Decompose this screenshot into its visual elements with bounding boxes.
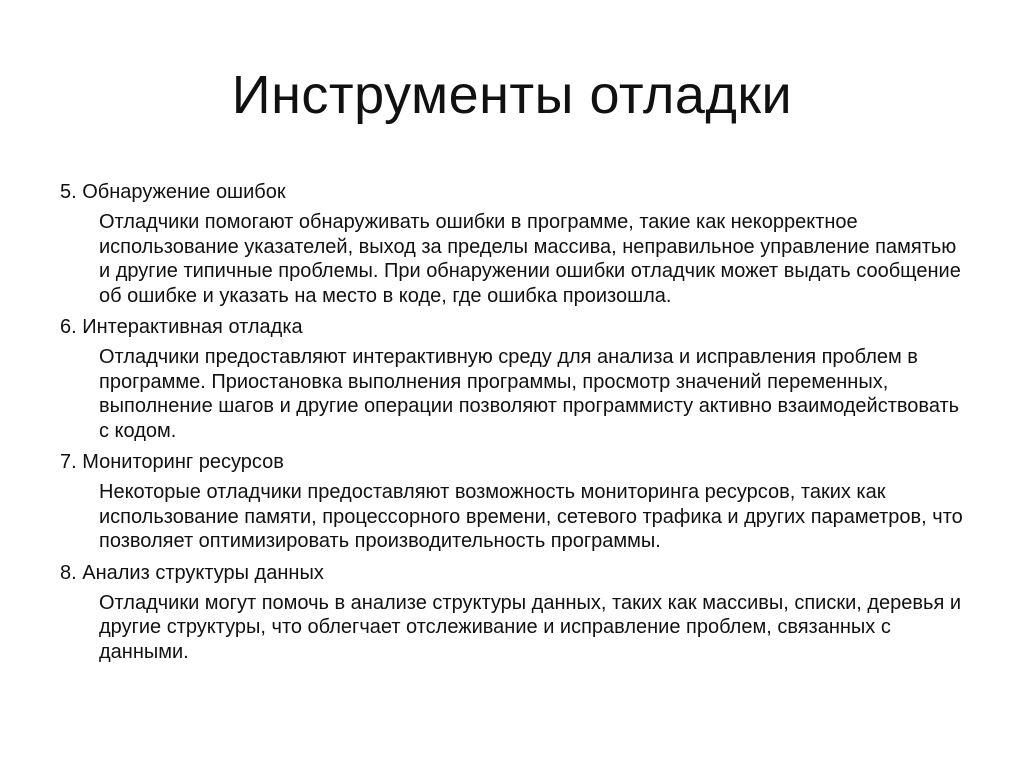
item-heading: 5. Обнаружение ошибок: [60, 181, 286, 203]
slide-content: [60, 180, 980, 671]
item-heading: 8. Анализ структуры данных: [60, 561, 324, 584]
item-description: Отладчики помогают обнаруживать ошибки в программе, такие как некорректное использование указателей, выход за пределы массива, неправильное управление памятью и другие типичные проблемы. При обнаружении ошибки отладчик может выдать сообщение об ошибке и указать на место в коде, где ошибка произошла.: [99, 211, 961, 307]
list-item-resource-monitoring: [60, 450, 980, 554]
list-item-interactive-debugging: [60, 315, 980, 443]
list-item-detect-errors: [60, 180, 980, 308]
item-description: Некоторые отладчики предоставляют возможность мониторинга ресурсов, таких как использование памяти, процессорного времени, сетевого трафика и других параметров, что позволяет оптимизировать производительность программы.: [99, 481, 963, 552]
item-heading: 6. Интерактивная отладка: [60, 316, 303, 338]
item-heading: 7. Мониторинг ресурсов: [60, 451, 284, 473]
item-description: Отладчики могут помочь в анализе структуры данных, таких как массивы, списки, деревья и другие структуры, что облегчает отслеживание и исправление проблем, связанных с данными.: [99, 591, 962, 663]
list-item-data-structure-analysis: [60, 561, 980, 665]
item-description: Отладчики предоставляют интерактивную среду для анализа и исправления проблем в программе. Приостановка выполнения программы, просмотр значений переменных, выполнение шагов и другие операции позволяют программисту активно взаимодействовать с кодом.: [99, 346, 960, 442]
slide-title: Инструменты отладки: [231, 65, 793, 125]
